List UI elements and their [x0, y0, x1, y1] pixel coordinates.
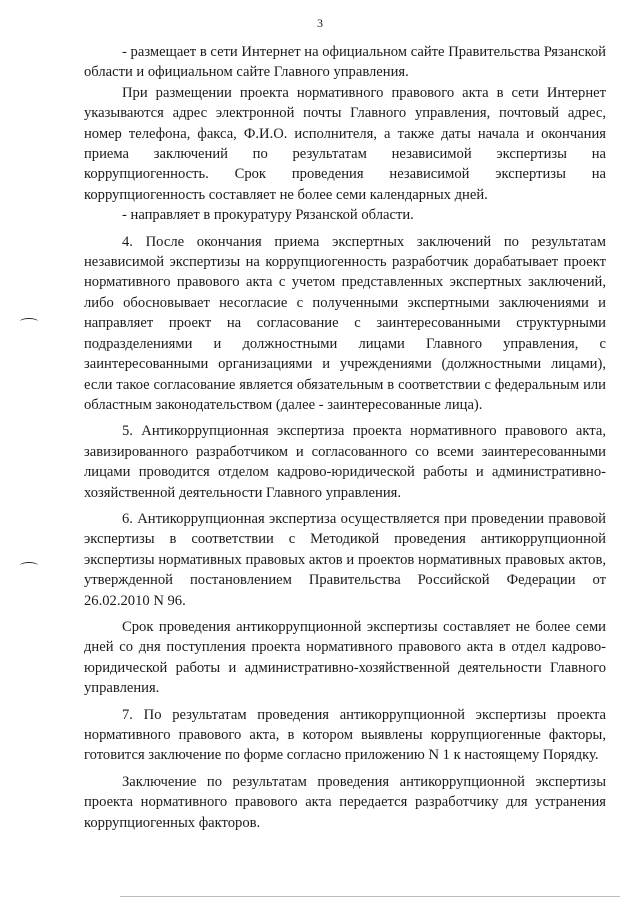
paragraph-term: Срок проведения антикоррупционной экспертизы составляет не более семи дней со дня поступления проекта нормативного правового акта в отдел кадрово-юридической работы и административно-хозяйственной деятельности Главного управления. — [84, 618, 606, 697]
paragraph-item-5: 5. Антикоррупционная экспертиза проекта нормативного правового акта, завизированного разработчиком и согласованного со всеми заинтересованными лицами проводится отделом кадрово-юридической работы и административно-хозяйственной деятельности Главного управления. — [84, 423, 606, 501]
paragraph-conclusion: Заключение по результатам проведения антикоррупционной экспертизы проекта нормативного правового акта передается разработчику для устранения коррупциогенных факторов. — [84, 773, 606, 831]
page-number: 3 — [317, 16, 323, 30]
document-body — [84, 42, 606, 839]
paragraph-publish-internet: - размещает в сети Интернет на официальном сайте Правительства Рязанской области и официальном сайте Главного управления. — [84, 44, 606, 81]
punch-hole-mark — [20, 318, 38, 325]
paragraph-item-7: 7. По результатам проведения антикоррупционной экспертизы проекта нормативного правового акта, в котором выявлены коррупциогенные факторы, готовится заключение по форме согласно приложению N 1 к настоящему Порядку. — [84, 706, 606, 764]
paragraph-prosecutor: - направляет в прокуратуру Рязанской области. — [122, 207, 414, 224]
paragraph-internet-details: При размещении проекта нормативного правового акта в сети Интернет указываются адрес электронной почты Главного управления, почтовый адрес, номер телефона, факса, Ф.И.О. исполнителя, а также даты начала и окончания приема заключений по результатам независимой экспертизы на коррупциогенность. Срок проведения независимой экспертизы на коррупциогенность составляет не более семи календарных дней. — [84, 84, 606, 203]
paragraph-item-4: 4. После окончания приема экспертных заключений по результатам независимой экспертизы на коррупциогенность разработчик дорабатывает проект нормативного правового акта с учетом представленных экспертных заключений, либо обосновывает несогласие с полученными экспертными заключениями и направляет проект на согласование с заинтересованными структурными подразделениями и должностными лицами Главного управления, с заинтересованными организациями и учреждениями (должностными лицами), если такое согласование является обязательным в соответствии с федеральным или областным законодательством (далее - заинтересованные лица). — [84, 233, 606, 413]
punch-hole-mark — [20, 562, 38, 569]
scan-edge-line — [120, 896, 620, 897]
paragraph-item-6: 6. Антикоррупционная экспертиза осуществляется при проведении правовой экспертизы в соответствии с Методикой проведения антикоррупционной экспертизы нормативных правовых актов и проектов нормативных правовых актов, утвержденной постановлением Правительства Российской Федерации от 26.02.2010 N 96. — [84, 510, 606, 609]
